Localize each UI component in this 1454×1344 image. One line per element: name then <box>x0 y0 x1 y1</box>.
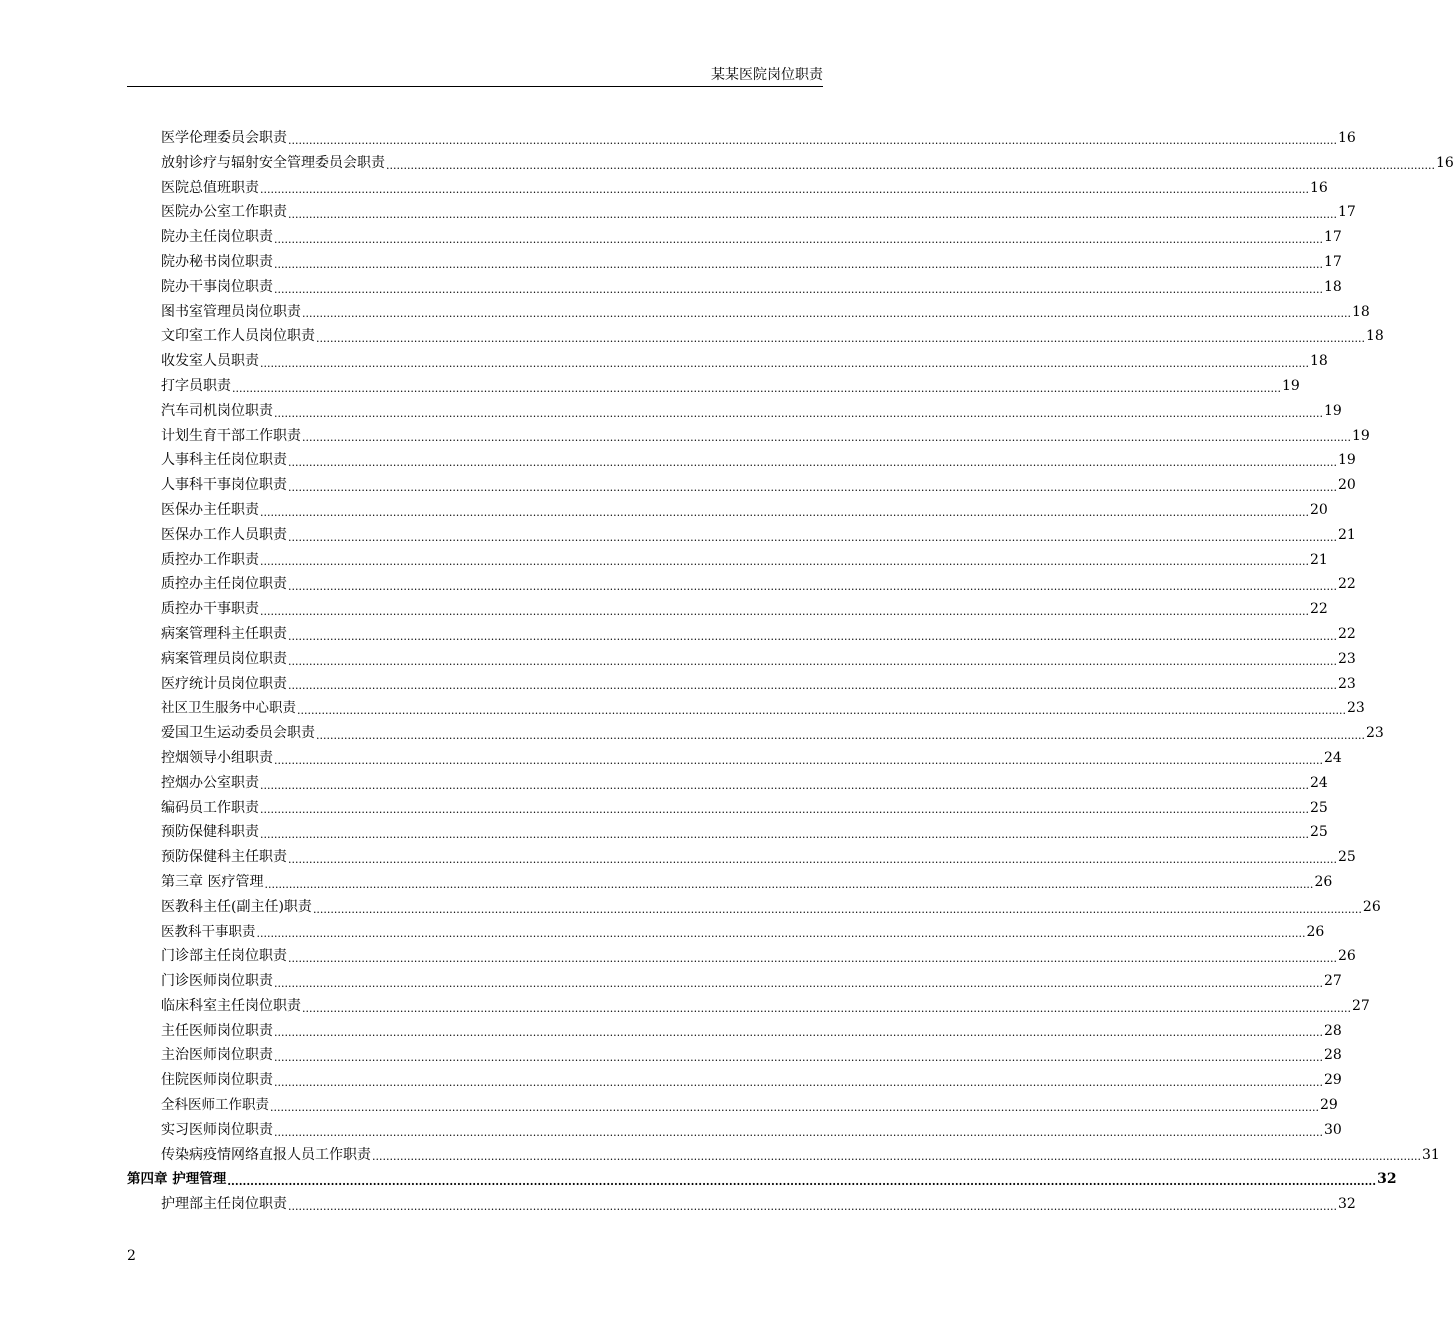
toc-entry-page: 27 <box>1323 973 1342 990</box>
header-title: 某某医院岗位职责 <box>711 67 823 83</box>
toc-entry-page: 27 <box>1351 997 1370 1014</box>
toc-entry-page: 32 <box>1337 1196 1356 1213</box>
toc-entry[interactable] <box>127 225 1342 250</box>
toc-entry[interactable] <box>127 1093 1338 1118</box>
page-header <box>127 66 823 87</box>
toc-entry-label: 医院办公室工作职责 <box>161 204 287 221</box>
toc-entry-label: 医疗统计员岗位职责 <box>161 675 287 692</box>
toc-entry-page: 22 <box>1337 625 1356 642</box>
toc-leader-dots: ............................................................................................................................................................................................................................................................................................................ <box>260 604 1309 618</box>
toc-entry-page: 28 <box>1323 1047 1342 1064</box>
toc-entry-page: 24 <box>1309 774 1328 791</box>
toc-entry-page: 32 <box>1377 1171 1397 1188</box>
toc-leader-dots: ............................................................................................................................................................................................................................................................................................................ <box>274 1125 1323 1139</box>
toc-entry-label: 全科医师工作职责 <box>161 1097 269 1114</box>
toc-entry[interactable] <box>127 523 1356 548</box>
toc-entry-label: 质控办工作职责 <box>161 551 259 568</box>
toc-leader-dots: ............................................................................................................................................................................................................................................................................................................ <box>316 728 1365 742</box>
toc-entry[interactable] <box>127 1167 1397 1192</box>
toc-entry-label: 预防保健科职责 <box>161 824 259 841</box>
toc-entry-label: 文印室工作人员岗位职责 <box>161 328 315 345</box>
toc-leader-dots: ............................................................................................................................................................................................................................................................................................................ <box>260 803 1309 817</box>
toc-entry-page: 28 <box>1323 1022 1342 1039</box>
toc-entry-label: 临床科室主任岗位职责 <box>161 997 301 1014</box>
toc-entry-label: 控烟领导小组职责 <box>161 749 273 766</box>
toc-entry-page: 22 <box>1309 601 1328 618</box>
toc-leader-dots: ............................................................................................................................................................................................................................................................................................................ <box>288 952 1337 966</box>
toc-entry[interactable] <box>127 250 1342 275</box>
toc-leader-dots: ............................................................................................................................................................................................................................................................................................................ <box>288 679 1337 693</box>
toc-leader-dots: ............................................................................................................................................................................................................................................................................................................ <box>288 133 1337 147</box>
toc-leader-dots: ............................................................................................................................................................................................................................................................................................................ <box>264 877 1314 891</box>
toc-entry-label: 第四章 护理管理 <box>127 1171 227 1188</box>
toc-entry-page: 23 <box>1337 650 1356 667</box>
toc-entry-label: 院办主任岗位职责 <box>161 229 273 246</box>
toc-entry-page: 18 <box>1351 303 1370 320</box>
toc-entry[interactable] <box>127 349 1328 374</box>
toc-entry-label: 爱国卫生运动委员会职责 <box>161 725 315 742</box>
toc-entry[interactable] <box>127 597 1328 622</box>
toc-entry[interactable] <box>127 696 1365 721</box>
toc-leader-dots: ............................................................................................................................................................................................................................................................................................................ <box>274 257 1323 271</box>
toc-entry-page: 30 <box>1323 1121 1342 1138</box>
toc-entry[interactable] <box>127 895 1381 920</box>
toc-entry-label: 医教科干事职责 <box>161 923 256 940</box>
toc-leader-dots: ............................................................................................................................................................................................................................................................................................................ <box>260 356 1309 370</box>
toc-leader-dots: ............................................................................................................................................................................................................................................................................................................ <box>260 778 1309 792</box>
toc-entry-label: 收发室人员职责 <box>161 353 259 370</box>
toc-leader-dots: ............................................................................................................................................................................................................................................................................................................ <box>274 1051 1323 1065</box>
toc-entry-label: 图书室管理员岗位职责 <box>161 303 301 320</box>
toc-leader-dots: ............................................................................................................................................................................................................................................................................................................ <box>316 332 1365 346</box>
toc-entry-label: 医保办主任职责 <box>161 501 259 518</box>
toc-entry-page: 22 <box>1337 576 1356 593</box>
toc-entry[interactable] <box>127 324 1384 349</box>
toc-leader-dots: ............................................................................................................................................................................................................................................................................................................ <box>260 828 1309 842</box>
toc-leader-dots: ............................................................................................................................................................................................................................................................................................................ <box>288 580 1337 594</box>
toc-entry[interactable] <box>127 126 1356 151</box>
toc-entry[interactable] <box>127 424 1370 449</box>
table-of-contents <box>127 126 1454 1217</box>
toc-entry-label: 预防保健科主任职责 <box>161 849 287 866</box>
toc-entry-label: 医院总值班职责 <box>161 179 259 196</box>
toc-entry-page: 18 <box>1323 278 1342 295</box>
toc-entry[interactable] <box>127 746 1342 771</box>
toc-entry-label: 计划生育干部工作职责 <box>161 427 301 444</box>
toc-leader-dots: ............................................................................................................................................................................................................................................................................................................ <box>288 208 1337 222</box>
toc-leader-dots: ............................................................................................................................................................................................................................................................................................................ <box>302 1001 1351 1015</box>
toc-entry-label: 住院医师岗位职责 <box>161 1072 273 1089</box>
toc-entry[interactable] <box>127 300 1370 325</box>
toc-entry-page: 31 <box>1421 1146 1440 1163</box>
toc-entry[interactable] <box>127 721 1384 746</box>
toc-entry[interactable] <box>127 399 1342 424</box>
toc-entry-page: 16 <box>1337 130 1356 146</box>
toc-entry-page: 20 <box>1309 501 1328 518</box>
toc-leader-dots: ............................................................................................................................................................................................................................................................................................................ <box>288 629 1337 643</box>
toc-leader-dots: ............................................................................................................................................................................................................................................................................................................ <box>227 1175 1377 1189</box>
toc-entry[interactable] <box>127 1192 1356 1217</box>
toc-leader-dots: ............................................................................................................................................................................................................................................................................................................ <box>288 456 1337 470</box>
toc-entry-label: 病案管理科主任职责 <box>161 625 287 642</box>
toc-leader-dots: ............................................................................................................................................................................................................................................................................................................ <box>288 480 1337 494</box>
toc-leader-dots: ............................................................................................................................................................................................................................................................................................................ <box>274 232 1323 246</box>
toc-entry[interactable] <box>127 1118 1342 1143</box>
toc-leader-dots: ............................................................................................................................................................................................................................................................................................................ <box>297 704 1346 718</box>
toc-entry-label: 传染病疫情网络直报人员工作职责 <box>161 1146 371 1163</box>
toc-leader-dots: ............................................................................................................................................................................................................................................................................................................ <box>302 307 1351 321</box>
toc-entry[interactable] <box>127 151 1454 176</box>
toc-leader-dots: ............................................................................................................................................................................................................................................................................................................ <box>372 1150 1421 1164</box>
toc-entry[interactable] <box>127 1143 1440 1168</box>
toc-entry-page: 23 <box>1365 725 1384 742</box>
toc-leader-dots: ............................................................................................................................................................................................................................................................................................................ <box>260 183 1309 197</box>
page-number: 2 <box>127 1248 136 1264</box>
toc-entry[interactable] <box>127 1019 1342 1044</box>
toc-leader-dots: ............................................................................................................................................................................................................................................................................................................ <box>288 1200 1337 1214</box>
toc-entry-page: 19 <box>1323 402 1342 419</box>
toc-entry[interactable] <box>127 448 1356 473</box>
toc-leader-dots: ............................................................................................................................................................................................................................................................................................................ <box>386 158 1435 172</box>
toc-entry[interactable] <box>127 944 1356 969</box>
toc-entry-page: 18 <box>1365 328 1384 345</box>
toc-entry-label: 质控办干事职责 <box>161 601 259 618</box>
toc-entry[interactable] <box>127 1043 1342 1068</box>
toc-entry[interactable] <box>127 374 1300 399</box>
toc-entry-page: 19 <box>1281 377 1300 394</box>
toc-entry-page: 26 <box>1314 873 1333 890</box>
toc-entry[interactable] <box>127 176 1328 201</box>
toc-entry[interactable] <box>127 622 1356 647</box>
toc-entry[interactable] <box>127 200 1356 225</box>
toc-leader-dots: ............................................................................................................................................................................................................................................................................................................ <box>274 406 1323 420</box>
toc-entry[interactable] <box>127 870 1333 895</box>
toc-entry-page: 23 <box>1337 675 1356 692</box>
toc-entry-label: 打字员职责 <box>161 377 231 394</box>
toc-entry-page: 25 <box>1309 799 1328 816</box>
toc-entry-label: 编码员工作职责 <box>161 799 259 816</box>
toc-leader-dots: ............................................................................................................................................................................................................................................................................................................ <box>288 654 1337 668</box>
toc-entry-label: 社区卫生服务中心职责 <box>161 700 296 717</box>
toc-entry-page: 19 <box>1351 427 1370 444</box>
toc-leader-dots: ............................................................................................................................................................................................................................................................................................................ <box>232 381 1281 395</box>
toc-entry[interactable] <box>127 473 1356 498</box>
toc-entry-page: 18 <box>1309 353 1328 370</box>
toc-entry-label: 控烟办公室职责 <box>161 774 259 791</box>
toc-entry-page: 29 <box>1319 1097 1338 1114</box>
toc-leader-dots: ............................................................................................................................................................................................................................................................................................................ <box>274 282 1323 296</box>
toc-leader-dots: ............................................................................................................................................................................................................................................................................................................ <box>312 902 1362 916</box>
toc-leader-dots: ............................................................................................................................................................................................................................................................................................................ <box>256 927 1306 941</box>
toc-entry-page: 21 <box>1337 526 1356 543</box>
toc-entry-page: 19 <box>1337 452 1356 469</box>
toc-entry-label: 质控办主任岗位职责 <box>161 576 287 593</box>
toc-entry-label: 主任医师岗位职责 <box>161 1022 273 1039</box>
toc-entry-label: 医保办工作人员职责 <box>161 526 287 543</box>
toc-entry-page: 23 <box>1346 700 1365 717</box>
toc-entry-label: 人事科主任岗位职责 <box>161 452 287 469</box>
toc-entry-page: 26 <box>1337 948 1356 965</box>
toc-leader-dots: ............................................................................................................................................................................................................................................................................................................ <box>288 530 1337 544</box>
toc-entry[interactable] <box>127 771 1328 796</box>
toc-entry[interactable] <box>127 820 1328 845</box>
toc-entry-page: 17 <box>1337 204 1356 221</box>
toc-entry[interactable] <box>127 920 1325 945</box>
toc-entry-label: 医教科主任(副主任)职责 <box>161 898 312 915</box>
toc-entry[interactable] <box>127 548 1328 573</box>
toc-entry[interactable] <box>127 672 1356 697</box>
toc-entry-page: 17 <box>1323 253 1342 270</box>
toc-entry-label: 放射诊疗与辐射安全管理委员会职责 <box>161 154 385 171</box>
toc-entry-page: 21 <box>1309 551 1328 568</box>
toc-entry[interactable] <box>127 275 1342 300</box>
toc-entry[interactable] <box>127 845 1356 870</box>
toc-entry[interactable] <box>127 498 1328 523</box>
toc-leader-dots: ............................................................................................................................................................................................................................................................................................................ <box>260 555 1309 569</box>
toc-entry-page: 17 <box>1323 229 1342 246</box>
toc-leader-dots: ............................................................................................................................................................................................................................................................................................................ <box>270 1100 1319 1114</box>
toc-entry[interactable] <box>127 969 1342 994</box>
toc-leader-dots: ............................................................................................................................................................................................................................................................................................................ <box>274 976 1323 990</box>
toc-entry-page: 16 <box>1435 154 1454 171</box>
toc-entry[interactable] <box>127 796 1328 821</box>
toc-entry-label: 门诊医师岗位职责 <box>161 973 273 990</box>
toc-entry-label: 医学伦理委员会职责 <box>161 130 287 146</box>
toc-entry-page: 26 <box>1306 923 1325 940</box>
toc-entry-label: 实习医师岗位职责 <box>161 1121 273 1138</box>
toc-entry-label: 病案管理员岗位职责 <box>161 650 287 667</box>
toc-leader-dots: ............................................................................................................................................................................................................................................................................................................ <box>302 431 1351 445</box>
toc-entry-page: 16 <box>1309 179 1328 196</box>
toc-entry-page: 25 <box>1309 824 1328 841</box>
toc-entry-page: 25 <box>1337 849 1356 866</box>
toc-entry-label: 护理部主任岗位职责 <box>161 1196 287 1213</box>
toc-entry-page: 24 <box>1323 749 1342 766</box>
toc-entry-page: 20 <box>1337 477 1356 494</box>
toc-leader-dots: ............................................................................................................................................................................................................................................................................................................ <box>260 505 1309 519</box>
toc-leader-dots: ............................................................................................................................................................................................................................................................................................................ <box>274 1026 1323 1040</box>
toc-leader-dots: ............................................................................................................................................................................................................................................................................................................ <box>274 753 1323 767</box>
toc-entry-page: 29 <box>1323 1072 1342 1089</box>
toc-entry-label: 主治医师岗位职责 <box>161 1047 273 1064</box>
toc-entry[interactable] <box>127 647 1356 672</box>
toc-leader-dots: ............................................................................................................................................................................................................................................................................................................ <box>274 1076 1323 1090</box>
toc-entry-label: 院办干事岗位职责 <box>161 278 273 295</box>
toc-entry-label: 第三章 医疗管理 <box>161 873 264 890</box>
toc-entry-label: 院办秘书岗位职责 <box>161 253 273 270</box>
toc-entry-label: 汽车司机岗位职责 <box>161 402 273 419</box>
toc-entry[interactable] <box>127 994 1370 1019</box>
toc-entry-label: 人事科干事岗位职责 <box>161 477 287 494</box>
toc-entry[interactable] <box>127 572 1356 597</box>
toc-entry[interactable] <box>127 1068 1342 1093</box>
toc-entry-page: 26 <box>1362 898 1381 915</box>
toc-entry-label: 门诊部主任岗位职责 <box>161 948 287 965</box>
toc-leader-dots: ............................................................................................................................................................................................................................................................................................................ <box>288 852 1337 866</box>
